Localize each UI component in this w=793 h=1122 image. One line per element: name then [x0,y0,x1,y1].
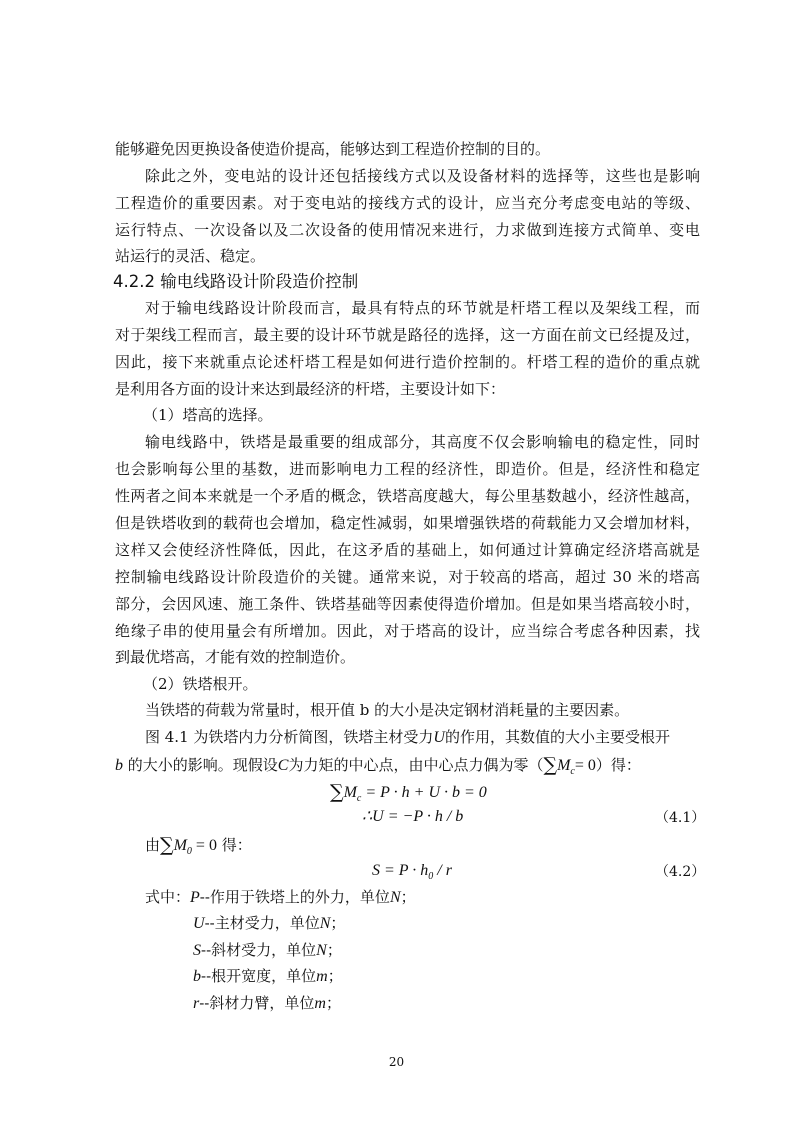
list-item-heading: （2）铁塔根开。 [143,675,258,693]
definition-text: --斜材力臂，单位 [199,994,315,1012]
definition-end: ； [330,914,346,932]
definition-line [193,966,343,987]
math-subscript: 0 [186,846,192,857]
math-symbol: b [115,757,123,774]
summation-symbol: ∑ [330,781,344,803]
definition-end: ； [325,994,341,1012]
paragraph-line-with-math [145,727,670,748]
unit-symbol: N [316,942,327,959]
definition-text: --斜材受力，单位 [201,941,317,959]
math-symbol: b [193,968,201,985]
definition-end: ； [400,888,416,906]
text-run: 得： [216,836,252,854]
definition-end: ； [327,967,343,985]
text-run: 由 [145,836,161,854]
math-symbol: M [557,757,571,774]
section-heading: 4.2.2 输电线路设计阶段造价控制 [113,272,359,291]
unit-symbol: m [316,968,328,985]
math-expression: = 0 [191,837,217,854]
math-subscript: c [356,793,362,804]
math-symbol: r [193,995,200,1012]
math-expression: = P · h + U · b = 0 [361,784,487,801]
paragraph-line: 性两者之间本来就是一个矛盾的概念，铁塔高度越大，每公里基数越小，经济性越高， [115,487,700,505]
math-expression: S = P · h [372,862,429,879]
math-expression: = 0 [574,757,596,774]
definition-text: --主材受力，单位 [204,914,320,932]
equation-moment-sum [330,780,487,804]
math-symbol: P [190,889,200,906]
paragraph-line: 部分，会因风速、施工条件、铁塔基础等因素使得造价增加。但是如果当塔高较小时， [115,595,700,613]
text-run: 图 4.1 为铁塔内力分析简图，铁塔主材受力 [145,728,434,746]
equation-number: （4.1） [655,810,706,826]
paragraph-line: 控制输电线路设计阶段造价的关键。通常来说，对于较高的塔高，超过 30 米的塔高 [115,568,700,586]
page-number: 20 [388,1055,405,1069]
paragraph-line: 因此，接下来就重点论述杆塔工程是如何进行造价控制的。杆塔工程的造价的重点就 [115,353,700,371]
summation-symbol: ∑ [543,754,558,776]
definition-line [145,887,416,908]
definition-text: --根开宽度，单位 [201,967,317,985]
unit-symbol: m [314,995,326,1012]
paragraph-line: 也会影响每公里的基数，进而影响电力工程的经济性，即造价。但是，经济性和稳定 [115,460,700,478]
math-expression: / r [433,862,452,879]
text-run: 的大小的影响。现假设 [127,756,278,774]
definition-text: --作用于铁塔上的外力，单位 [199,888,390,906]
equation-number: （4.2） [655,864,706,880]
math-symbol: U [433,729,445,746]
math-symbol: U [193,915,205,932]
paragraph-line: 对于输电线路设计阶段而言，最具有特点的环节就是杆塔工程以及架线工程，而 [145,299,700,317]
paragraph-line: 运行特点、一次设备以及二次设备的使用情况来进行，力求做到连接方式简单、变电 [115,221,700,239]
math-symbol: S [193,942,201,959]
equation-4-2 [372,860,452,882]
math-symbol: M [173,837,187,854]
paragraph-line: 能够避免因更换设备使造价提高，能够达到工程造价控制的目的。 [115,140,551,158]
paragraph-line: 是利用各方面的设计来达到最经济的杆塔，主要设计如下： [115,380,506,398]
paragraph-line: 除此之外，变电站的设计还包括接线方式以及设备材料的选择等，这些也是影响 [145,167,700,185]
paragraph-line: 工程造价的重要因素。对于变电站的接线方式的设计，应当充分考虑变电站的等级、 [115,194,700,212]
math-symbol: M [343,784,357,801]
list-item-heading: （1）塔高的选择。 [143,406,273,424]
paragraph-line: 这样又会使经济性降低，因此，在这矛盾的基础上，如何通过计算确定经济塔高就是 [115,541,700,559]
text-run: 的作用，其数值的大小主要受根开 [444,728,670,746]
equation-moment-zero [145,833,252,857]
math-subscript: c [570,766,575,777]
math-symbol: C [277,757,289,774]
summation-symbol: ∑ [160,834,174,856]
equation-4-1 [362,806,463,826]
text-run: ）得： [595,756,641,774]
definition-line [193,940,342,961]
text-run: 为力矩的中心点，由中心点力偶为零（ [288,756,544,774]
math-subscript: 0 [428,871,434,882]
paragraph-line: 但是铁塔收到的载荷也会增加，稳定性减弱，如果增强铁塔的荷载能力又会增加材料， [115,514,700,532]
paragraph-line: 到最优塔高，才能有效的控制造价。 [115,648,356,666]
paragraph-line: 输电线路中，铁塔是最重要的组成部分，其高度不仅会影响输电的稳定性，同时 [145,433,700,451]
unit-symbol: N [319,915,331,932]
definition-line [193,913,345,934]
definition-line [193,993,341,1014]
math-expression: ∴U = −P · h / b [362,808,464,825]
paragraph-line-with-math [115,754,641,782]
definition-end: ； [326,941,342,959]
paragraph-line: 站运行的灵活、稳定。 [115,247,266,265]
paragraph-line: 当铁塔的荷载为常量时，根开值 b 的大小是决定钢材消耗量的主要因素。 [145,701,630,719]
definition-prefix: 式中： [145,888,191,906]
unit-symbol: N [389,889,401,906]
paragraph-line: 对于架线工程而言，最主要的设计环节就是路径的选择，这一方面在前文已经提及过， [115,326,700,344]
paragraph-line: 绝缘子串的使用量会有所增加。因此，对于塔高的设计，应当综合考虑各种因素，找 [115,622,700,640]
